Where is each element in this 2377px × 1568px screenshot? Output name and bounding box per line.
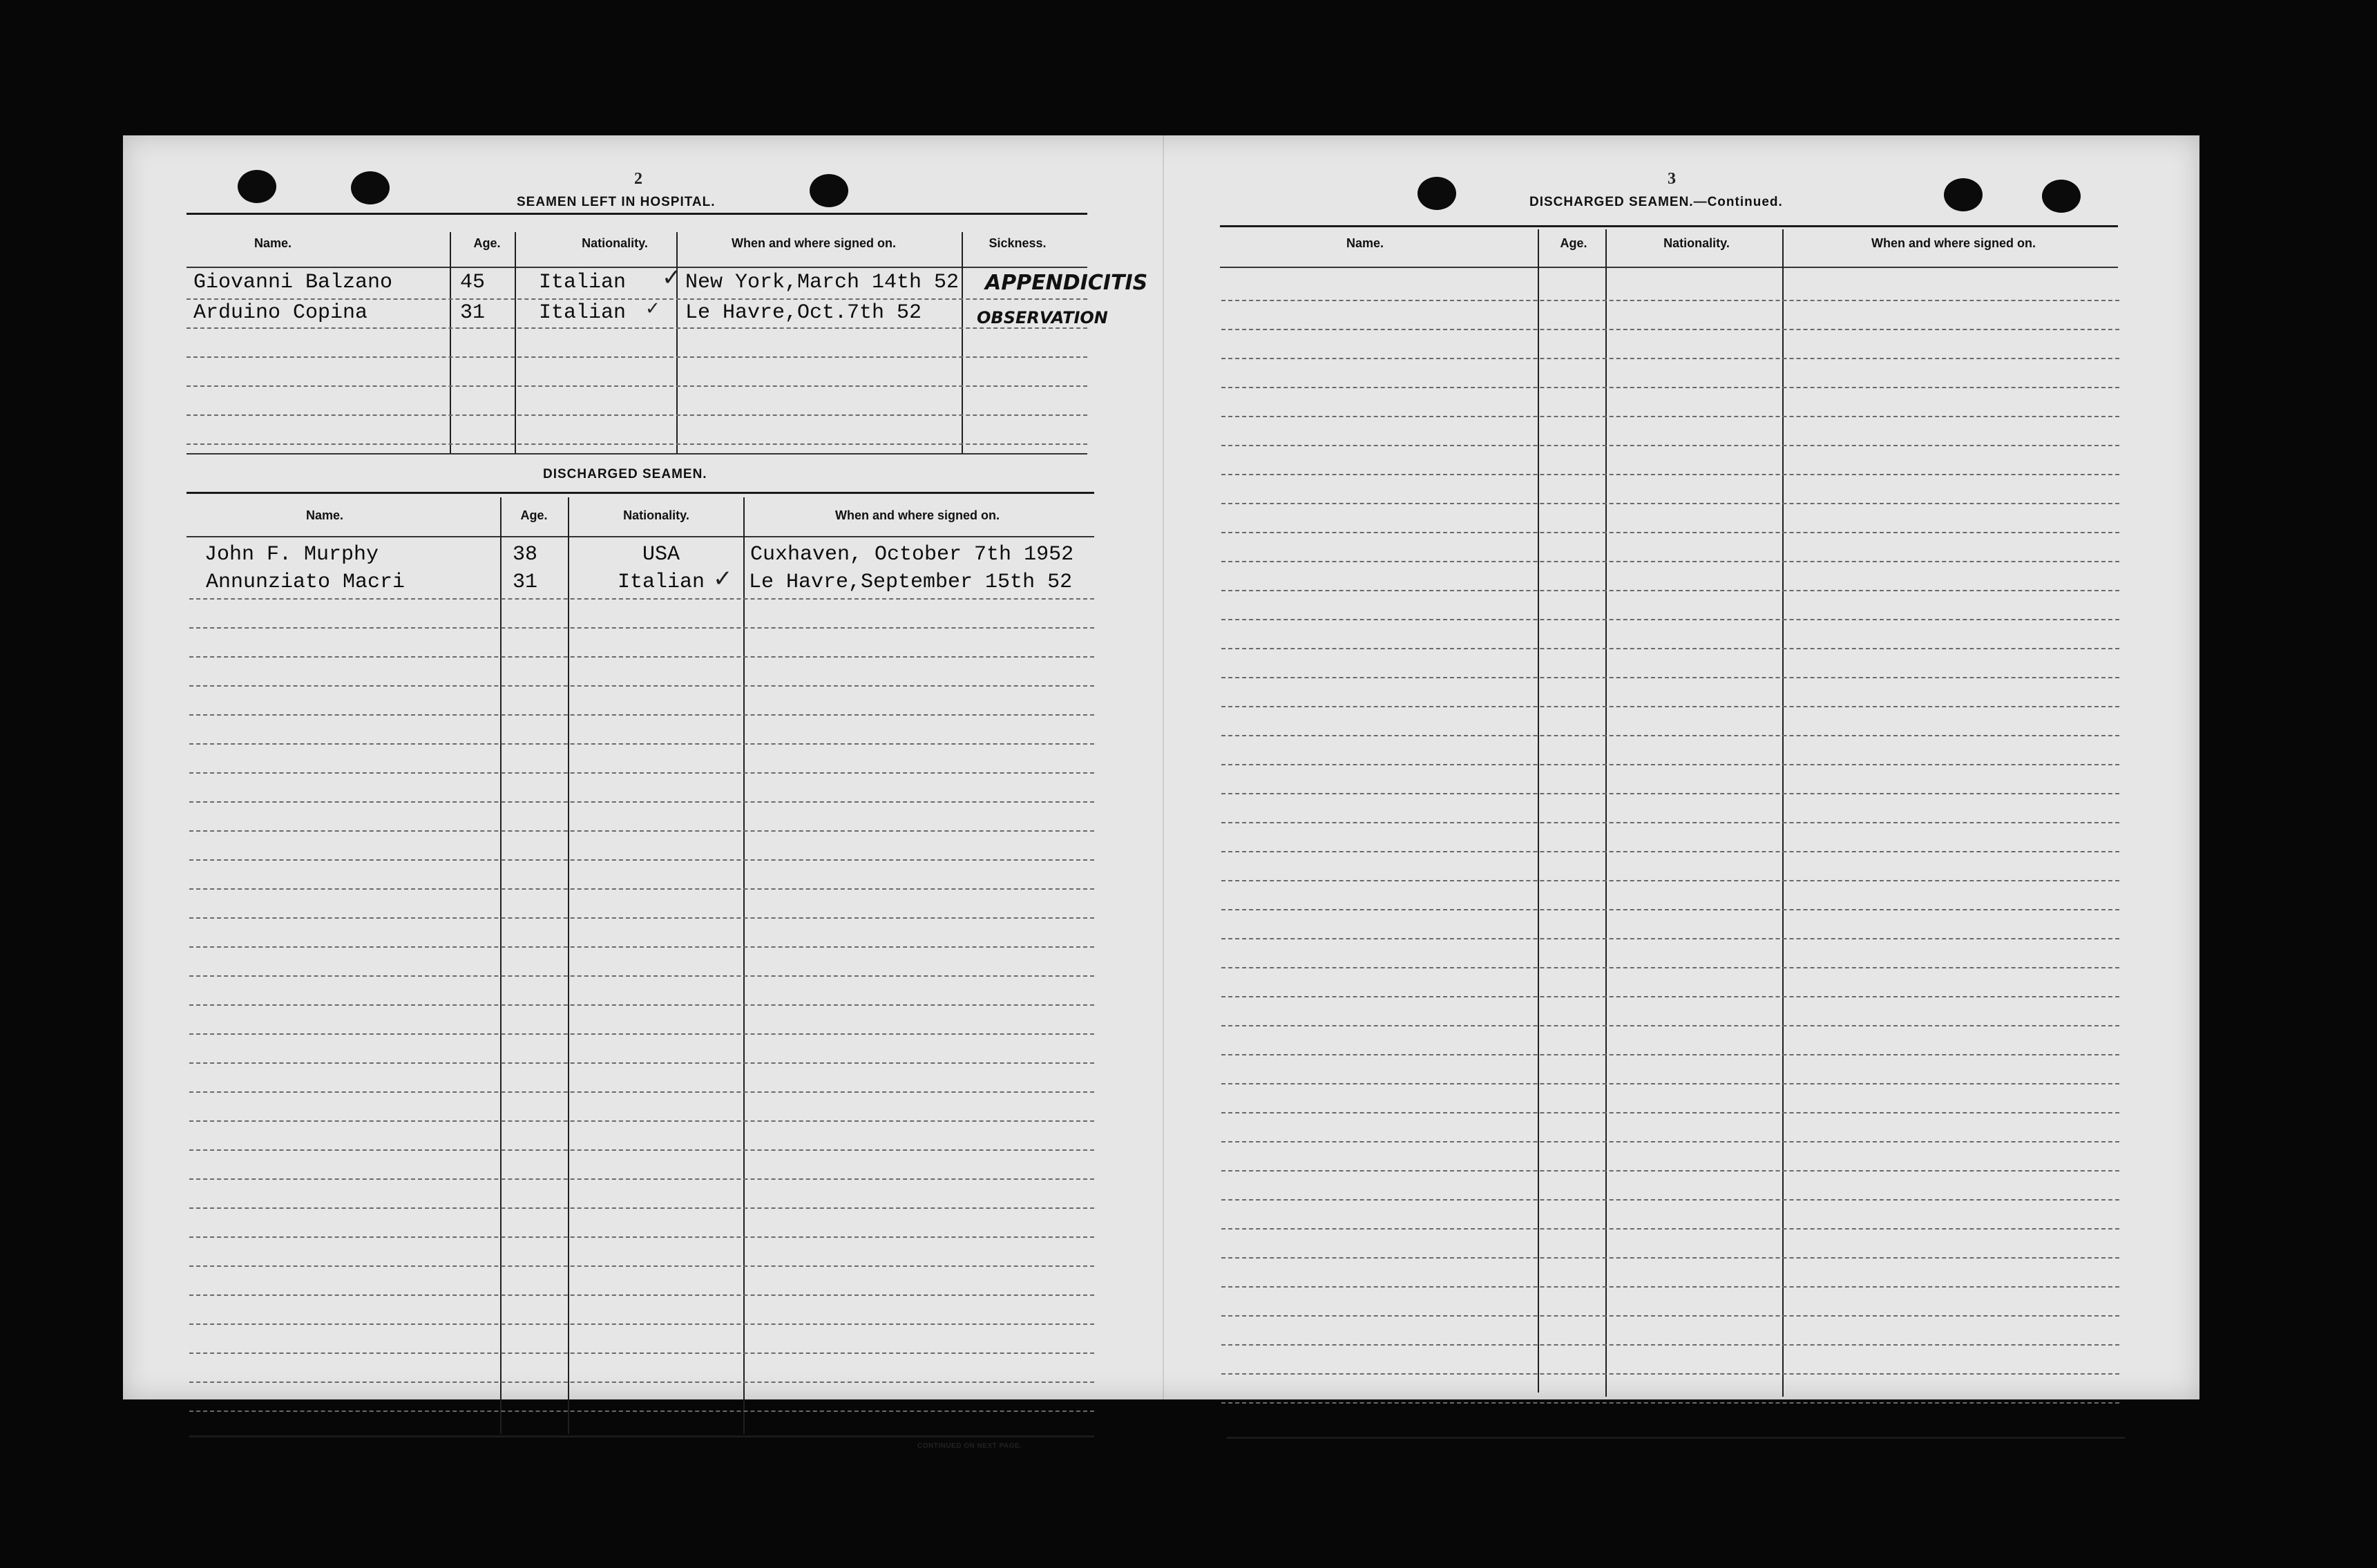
table-rule xyxy=(187,536,1094,537)
ruled-line xyxy=(1221,1141,2119,1142)
ruled-line xyxy=(189,917,1094,919)
ruled-line xyxy=(189,1323,1094,1325)
table-rule xyxy=(1220,267,2118,268)
ruled-line xyxy=(1221,996,2119,997)
punch-hole xyxy=(2042,180,2081,213)
ruled-line xyxy=(189,1062,1094,1064)
table-rule xyxy=(187,213,1087,215)
ruled-line xyxy=(1221,938,2119,939)
ruled-line xyxy=(1221,1402,2119,1404)
table-column-divider xyxy=(568,497,569,1434)
ruled-line xyxy=(1221,561,2119,562)
ruled-line xyxy=(187,298,1087,300)
ruled-line xyxy=(189,1004,1094,1006)
ruled-line xyxy=(187,385,1087,387)
table-column-divider xyxy=(1605,229,1607,1397)
table-column-divider xyxy=(1782,229,1784,1397)
table-rule xyxy=(187,267,1087,268)
discharged-section-title: DISCHARGED SEAMEN. xyxy=(543,467,707,481)
ruled-line xyxy=(1221,358,2119,359)
ruled-line xyxy=(189,801,1094,803)
ruled-line xyxy=(189,1033,1094,1035)
table-column-divider xyxy=(500,497,502,1434)
right-col-age: Age. xyxy=(1560,236,1587,250)
ruled-line xyxy=(1221,1373,2119,1375)
ruled-line xyxy=(1221,967,2119,968)
ruled-line xyxy=(189,1120,1094,1122)
ruled-line xyxy=(1221,764,2119,765)
table-column-divider xyxy=(743,497,745,1434)
punch-hole xyxy=(1944,178,1983,211)
ruled-line xyxy=(1221,1286,2119,1288)
ruled-line xyxy=(189,772,1094,774)
hospital-row-1-signed-on: New York,March 14th 52 xyxy=(685,271,960,294)
discharged-row-2-name: Annunziato Macri xyxy=(206,571,405,594)
ruled-line xyxy=(189,1294,1094,1296)
ruled-line xyxy=(1221,677,2119,678)
discharged-col-name: Name. xyxy=(305,508,344,522)
discharged-col-age: Age. xyxy=(520,508,548,522)
ruled-line xyxy=(1221,1344,2119,1346)
punch-hole xyxy=(351,171,390,204)
ruled-line xyxy=(189,888,1094,890)
ruled-line xyxy=(1221,1315,2119,1317)
ruled-line xyxy=(1221,329,2119,330)
hospital-row-2-name: Arduino Copina xyxy=(193,301,368,325)
hospital-row-2-signed-on: Le Havre,Oct.7th 52 xyxy=(685,301,922,325)
hospital-row-1-nationality: Italian xyxy=(539,271,627,294)
ruled-line xyxy=(1221,909,2119,910)
table-rule xyxy=(1220,225,2118,227)
hospital-section-title: SEAMEN LEFT IN HOSPITAL. xyxy=(517,195,716,209)
hospital-col-sickness: Sickness. xyxy=(989,236,1047,250)
ruled-line xyxy=(187,327,1087,329)
ruled-line xyxy=(1221,735,2119,736)
ruled-line xyxy=(1221,1083,2119,1084)
discharged-row-2-nationality: Italian xyxy=(618,571,705,594)
ruled-line xyxy=(189,1091,1094,1093)
ruled-line xyxy=(189,946,1094,948)
ruled-line xyxy=(189,975,1094,977)
ruled-line xyxy=(189,1149,1094,1151)
ruled-line xyxy=(1221,416,2119,417)
discharged-col-nationality: Nationality. xyxy=(623,508,689,522)
ruled-line xyxy=(1221,1025,2119,1026)
ruled-line xyxy=(1221,1054,2119,1055)
ruled-line xyxy=(1221,706,2119,707)
hospital-row-2-sickness: OBSERVATION xyxy=(977,308,1108,327)
ruled-line xyxy=(189,1411,1094,1412)
discharged-col-signed-on: When and where signed on. xyxy=(834,508,1000,522)
ruled-line xyxy=(1221,619,2119,620)
hospital-col-age: Age. xyxy=(473,236,501,250)
discharged-row-2-age: 31 xyxy=(513,571,538,594)
check-mark: ✓ xyxy=(645,298,660,319)
ruled-line xyxy=(189,1352,1094,1354)
right-col-nationality: Nationality. xyxy=(1663,236,1730,250)
ruled-line xyxy=(189,656,1094,658)
discharged-row-1-signed-on: Cuxhaven, October 7th 1952 xyxy=(750,543,1074,566)
check-mark: ✓ xyxy=(662,264,682,291)
ruled-line xyxy=(1221,822,2119,823)
right-col-name: Name. xyxy=(1346,236,1384,250)
hospital-col-name: Name. xyxy=(254,236,292,250)
discharged-row-1-nationality: USA xyxy=(642,543,680,566)
ruled-line xyxy=(189,743,1094,745)
punch-hole xyxy=(238,170,276,203)
hospital-row-1-age: 45 xyxy=(460,271,486,294)
ruled-line xyxy=(187,356,1087,358)
ruled-line xyxy=(1221,1170,2119,1172)
ruled-line xyxy=(1221,793,2119,794)
ruled-line xyxy=(189,1207,1094,1209)
ruled-line xyxy=(1221,387,2119,388)
document-sheet xyxy=(123,135,2199,1450)
ruled-line xyxy=(1221,503,2119,504)
table-rule xyxy=(187,492,1094,494)
ruled-line xyxy=(1221,590,2119,591)
ruled-line xyxy=(1221,1228,2119,1230)
right-col-signed-on: When and where signed on. xyxy=(1871,236,2036,250)
ruled-line xyxy=(189,1236,1094,1238)
hospital-row-2-age: 31 xyxy=(460,301,486,325)
table-rule xyxy=(187,453,1087,455)
discharged-row-1-age: 38 xyxy=(513,543,538,566)
ruled-line xyxy=(189,627,1094,629)
ruled-line xyxy=(1221,445,2119,446)
ruled-line xyxy=(1221,532,2119,533)
hospital-col-nationality: Nationality. xyxy=(582,236,648,250)
right-section-title: DISCHARGED SEAMEN.—Continued. xyxy=(1529,195,1783,209)
ruled-line xyxy=(1221,300,2119,301)
hospital-row-2-nationality: Italian xyxy=(539,301,627,325)
ruled-line xyxy=(189,830,1094,832)
page-fold xyxy=(1163,135,1164,1399)
table-column-divider xyxy=(1538,229,1539,1393)
page-number-left: 2 xyxy=(634,170,642,188)
discharged-row-1-name: John F. Murphy xyxy=(204,543,379,566)
table-column-divider xyxy=(515,232,516,453)
punch-hole xyxy=(810,174,848,207)
ruled-line xyxy=(1221,1257,2119,1259)
ruled-line xyxy=(1221,474,2119,475)
page-number-right: 3 xyxy=(1668,170,1676,188)
ruled-line xyxy=(189,714,1094,716)
ruled-line xyxy=(189,685,1094,687)
ruled-line xyxy=(189,1178,1094,1180)
ruled-line xyxy=(1221,1112,2119,1113)
ruled-line xyxy=(1221,880,2119,881)
table-column-divider xyxy=(962,232,963,453)
continued-note: CONTINUED ON NEXT PAGE. xyxy=(917,1442,1022,1450)
check-mark: ✓ xyxy=(713,565,733,593)
hospital-row-1-name: Giovanni Balzano xyxy=(193,271,393,294)
ruled-line xyxy=(1221,648,2119,649)
ruled-line xyxy=(187,414,1087,416)
table-column-divider xyxy=(450,232,451,453)
table-rule xyxy=(189,1435,1094,1437)
punch-hole xyxy=(1417,177,1456,210)
hospital-row-1-sickness: APPENDICITIS xyxy=(985,271,1148,295)
ruled-line xyxy=(187,443,1087,445)
ruled-line xyxy=(189,598,1094,600)
ruled-line xyxy=(1221,851,2119,852)
hospital-col-signed-on: When and where signed on. xyxy=(731,236,897,250)
discharged-row-2-signed-on: Le Havre,September 15th 52 xyxy=(749,571,1073,594)
ruled-line xyxy=(189,1265,1094,1267)
table-rule xyxy=(1227,1437,2125,1439)
ruled-line xyxy=(189,859,1094,861)
ruled-line xyxy=(189,1381,1094,1383)
ruled-line xyxy=(1221,1199,2119,1201)
